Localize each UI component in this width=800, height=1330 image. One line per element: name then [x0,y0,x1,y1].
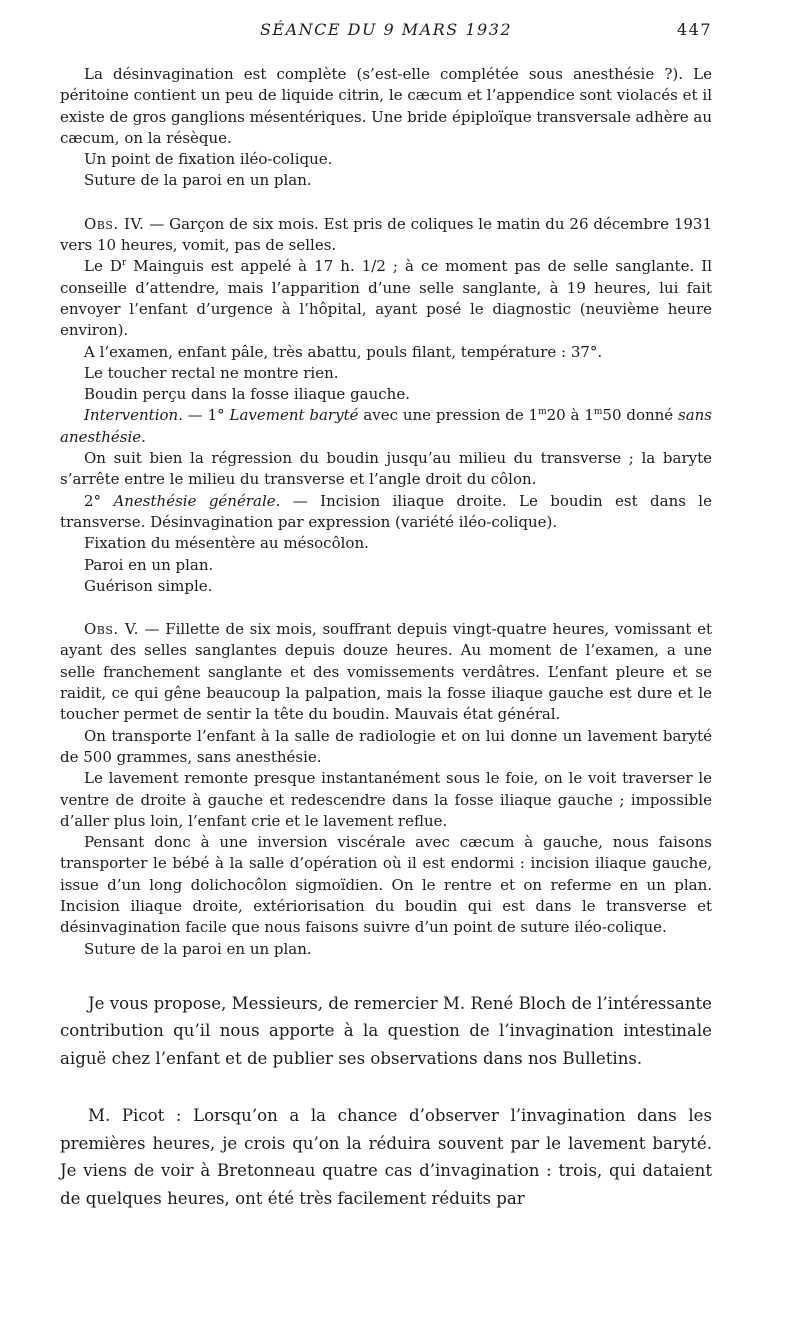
paragraph: 2° Anesthésie générale. — Incision iliaque droite. Le boudin est dans le transverse. Désinvagination par expression (variété iléo-colique). [60,491,712,531]
obs-label: Obs. V. [84,620,139,639]
paragraph: Guérison simple. [84,576,213,595]
observation-5 [60,619,712,960]
paragraph: Suture de la paroi en un plan. [84,171,312,190]
paragraph: La désinvagination est complète (s’est-elle complétée sous anesthésie ?). Le péritoine contient un peu de liquide citrin, le cæcum et l’appendice sont violacés et il existe de gros ganglions mésentériques. Une bride épiploïque transversale adhère au cæcum, on la résèque. [60,65,712,147]
paragraph: Fixation du mésentère au mésocôlon. [84,534,369,553]
page-body [60,64,712,1212]
paragraph: Obs. V. — Fillette de six mois, souffrant depuis vingt-quatre heures, vomissant et ayant des selles sanglantes depuis douze heures. Au moment de l’examen, a une selle franchement sanglante et des vomissements verdâtres. L’enfant pleure et se raidit, ce qui gêne beaucoup la palpation, mais la fosse iliaque gauche est dure et le toucher permet de sentir la tête du boudin. Mauvais état général. [60,620,712,724]
paragraph: Paroi en un plan. [84,555,214,574]
page-number: 447 [676,20,712,39]
paragraph: A l’examen, enfant pâle, très abattu, pouls filant, température : 37°. [84,342,603,361]
paragraph: Le toucher rectal ne montre rien. [84,363,339,382]
running-header [60,20,712,44]
speaker-name: M. Picot [88,1106,165,1126]
paragraph: Pensant donc à une inversion viscérale avec cæcum à gauche, nous faisons transporter le bébé à la salle d’opération où il est endormi : incision iliaque gauche, issue d’un long dolichocôlon sigmoïdien. On le rentre et on referme en un plan. Incision iliaque droite, extériorisation du boudin qui est dans le transverse et désinvagination facile que nous faisons suivre d’un point de suture iléo-colique. [60,833,712,937]
discussion-section [60,990,712,1213]
obs3-end-section [60,64,712,192]
paragraph: Le $D^r$ Mainguis est appelé à 17 h. 1/2 ; à ce moment pas de selle sanglante. Il conseille d’attendre, mais l’apparition d’une selle sanglante, à 19 heures, lui fait envoyer l’enfant d’urgence à l’hôpital, ayant posé le diagnostic (neuvième heure environ). [60,257,712,340]
paragraph: On suit bien la régression du boudin jusqu’au milieu du transverse ; la baryte s’arrête entre le milieu du transverse et l’angle droit du côlon. [60,449,712,489]
paragraph: Suture de la paroi en un plan. [84,939,312,958]
paragraph: Le lavement remonte presque instantanément sous le foie, on le voit traverser le ventre de droite à gauche et redescendre dans la fosse iliaque gauche ; impossible d’aller plus loin, l’enfant crie et le lavement reflue. [60,769,712,830]
observation-4 [60,214,712,597]
paragraph: Boudin perçu dans la fosse iliaque gauche. [84,385,410,404]
paragraph: On transporte l’enfant à la salle de radiologie et on lui donne un lavement baryté de 500 grammes, sans anesthésie. [60,726,712,766]
paragraph: Intervention. — 1° Lavement baryté avec une pression de 1$^m$20 à 1$^m$50 donné sans anesthésie. [60,406,712,446]
paragraph: Un point de fixation iléo-colique. [84,150,333,169]
conclusion-paragraph: Je vous propose, Messieurs, de remercier M. René Bloch de l’intéressante contribution qu’il nous apporte à la question de l’invagination intestinale aiguë chez l’enfant et de publier ses observations dans nos Bulletins. [60,993,712,1068]
obs-label: Obs. IV. [84,214,145,233]
paragraph: Obs. IV. — Garçon de six mois. Est pris de coliques le matin du 26 décembre 1931 vers 10 heures, vomit, pas de selles. [60,214,712,255]
header-title: SÉANCE DU 9 MARS 1932 [259,20,513,39]
picot-paragraph: M. Picot : Lorsqu’on a la chance d’observer l’invagination dans les premières heures, je crois qu’on la réduira souvent par le lavement baryté. Je viens de voir à Bretonneau quatre cas d’invagination : trois, qui dataient de quelques heures, ont été très facilement réduits par [60,1106,712,1208]
